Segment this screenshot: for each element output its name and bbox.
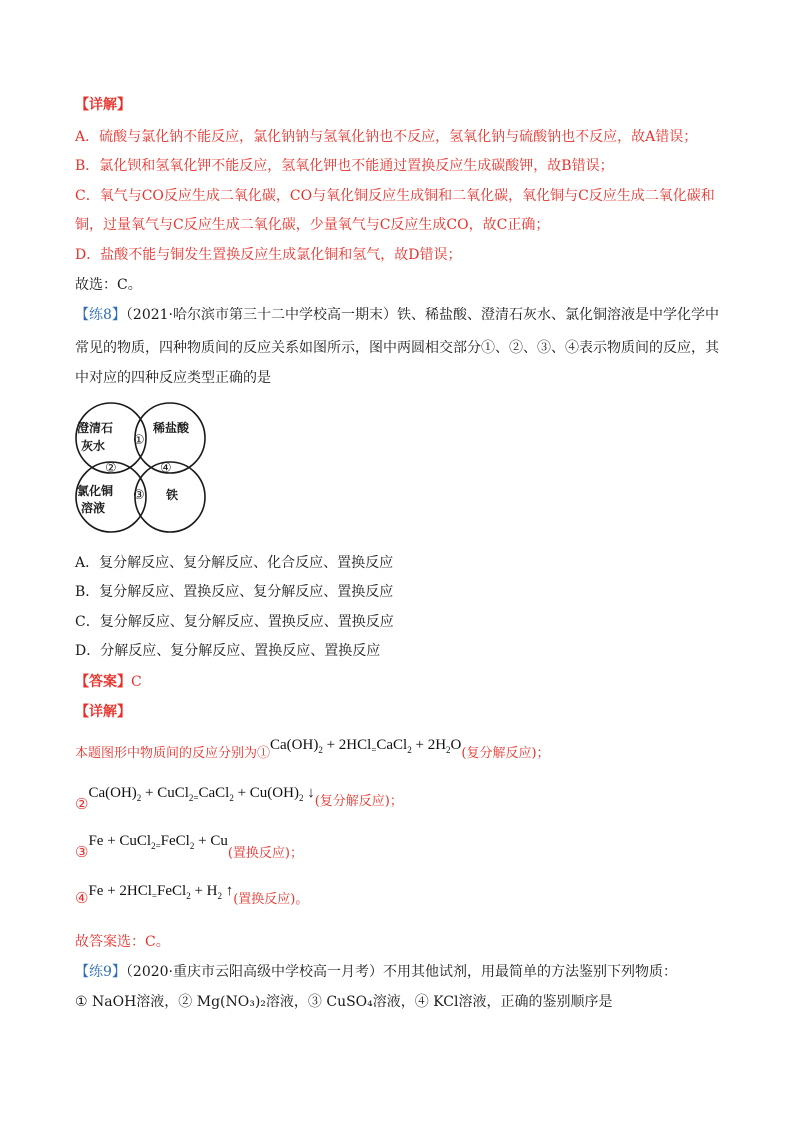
label-iron: 铁: [166, 488, 179, 502]
q8-option-c: C．复分解反应、复分解反应、置换反应、置换反应: [75, 614, 394, 630]
equation-1-row: [75, 734, 550, 761]
q8-tag: 【练8】: [75, 307, 126, 323]
q8-stem-text-1: （2021·哈尔滨市第三十二中学校高一期末）铁、稀盐酸、澄清石灰水、氯化铜溶液是中学化学中: [125, 307, 719, 323]
equation-4-row: [75, 880, 309, 907]
detail-line-c-cont: 铜，过量氧气与C反应生成二氧化碳，少量氧气与C反应生成CO，故C正确；: [75, 217, 550, 233]
equation-3-row: [75, 830, 303, 861]
q8-stem-line-2: 常见的物质，四种物质间的反应关系如图所示，图中两圆相交部分①、②、③、④表示物质间的反应，其: [75, 340, 719, 356]
venn-diagram: [73, 399, 208, 536]
equation-3-number: ③: [75, 843, 89, 861]
q8-stem-line-1: [75, 305, 719, 325]
equation-1: $Ca(OH)_2$ + 2HCl$_=$CaCl$_2$ + $2H_2O$: [270, 737, 462, 755]
q8-answer-value: C: [131, 674, 142, 690]
detail-line-b: B．氯化钡和氢氧化钾不能反应，氢氧化钾也不能通过置换反应生成碳酸钾，故B错误；: [75, 158, 614, 174]
label-hydrochloric-acid: 稀盐酸: [153, 421, 190, 435]
equation-1-intro: 本题图形中物质间的反应分别为①: [75, 746, 271, 761]
label-copper-chloride-1: 氯化铜: [77, 484, 114, 498]
detail-heading: 【详解】: [75, 97, 131, 113]
q9-stem-text: （2020·重庆市云阳高级中学校高一月考）不用其他试剂，用最简单的方法鉴别下列物质：: [125, 964, 677, 980]
equation-4-type: (置换反应)。: [233, 892, 309, 907]
label-reaction-3: ③: [133, 488, 145, 503]
label-copper-chloride-2: 溶液: [81, 501, 106, 515]
q8-option-b: B．复分解反应、置换反应、复分解反应、置换反应: [75, 584, 394, 600]
q9-stem-line-2: ① NaOH溶液，② Mg(NO₃)₂溶液，③ CuSO₄溶液，④ KCl溶液，正确的鉴别顺序是: [75, 994, 613, 1010]
equation-2-number: ②: [75, 795, 89, 813]
q8-detail-heading: 【详解】: [75, 704, 131, 720]
q9-stem-line-1: [75, 962, 677, 982]
label-limewater-2: 灰水: [81, 439, 106, 453]
equation-2-row: [75, 782, 403, 813]
equation-3-type: (置换反应)；: [227, 846, 303, 861]
q9-tag: 【练9】: [75, 964, 126, 980]
label-limewater-1: 澄清石: [77, 421, 114, 435]
equation-2: $Ca(OH)_2$ + CuCl$_{2=}$CaCl$_2$ + $Cu(OH)_2$ ↓: [88, 785, 315, 803]
detail-line-c: C．氧气与CO反应生成二氧化碳，CO与氧化铜反应生成铜和二氧化碳，氧化铜与C反应生成二氧化碳和: [75, 188, 715, 204]
label-reaction-4: ④: [160, 461, 172, 476]
q8-answer: [75, 672, 142, 692]
equation-4: Fe + 2HCl$_=$FeCl$_2$ + $H_2$ ↑: [88, 883, 234, 901]
q8-answer-tag: 【答案】: [75, 674, 131, 690]
equation-4-number: ④: [75, 889, 89, 907]
q8-option-a: A．复分解反应、复分解反应、化合反应、置换反应: [75, 555, 394, 571]
equation-3: Fe + CuCl$_{2=}$FeCl$_2$ + Cu: [88, 833, 228, 851]
label-reaction-2: ②: [105, 461, 117, 476]
equation-1-type: (复分解反应)；: [461, 746, 550, 761]
q8-stem-line-3: 中对应的四种反应类型正确的是: [75, 370, 271, 386]
label-reaction-1: ①: [133, 433, 145, 448]
equation-2-type: (复分解反应)；: [314, 794, 403, 809]
detail-conclusion: 故选：C。: [75, 277, 142, 293]
q8-option-d: D．分解反应、复分解反应、置换反应、置换反应: [75, 643, 381, 659]
detail-line-d: D．盐酸不能与铜发生置换反应生成氯化铜和氢气，故D错误；: [75, 247, 462, 263]
q8-conclusion: 故答案选：C。: [75, 934, 170, 950]
detail-line-a: A．硫酸与氯化钠不能反应，氯化钠钠与氢氧化钠也不反应，氢氧化钠与硫酸钠也不反应，故A错误；: [75, 129, 698, 145]
